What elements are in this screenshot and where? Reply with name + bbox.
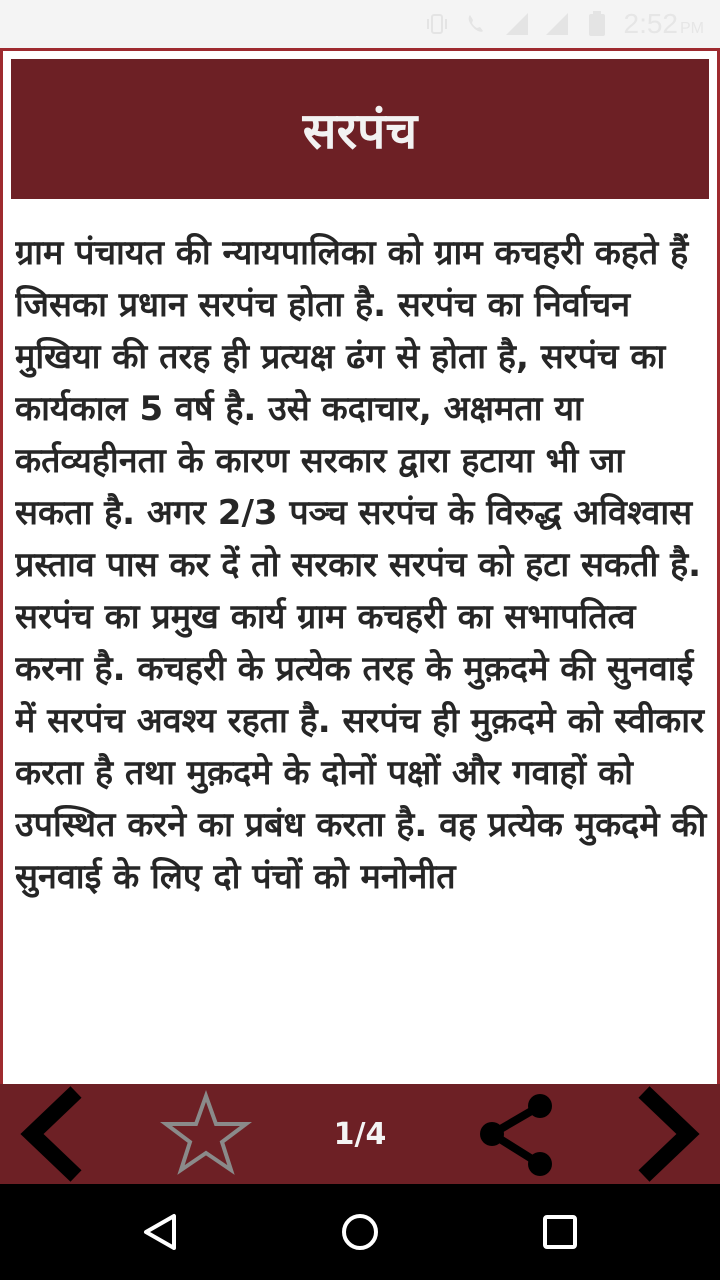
- system-back-button[interactable]: [136, 1208, 184, 1256]
- status-bar: [0, 0, 720, 48]
- vibrate-icon: [424, 11, 450, 37]
- back-triangle-icon: [136, 1208, 184, 1256]
- share-icon: [472, 1090, 562, 1178]
- signal-icon: [544, 11, 570, 37]
- next-button[interactable]: [626, 1084, 716, 1184]
- system-navigation-bar: [0, 1184, 720, 1280]
- star-icon: [160, 1090, 252, 1178]
- battery-icon: [584, 11, 610, 37]
- favorite-button[interactable]: [160, 1090, 252, 1178]
- page-indicator: 1/4: [333, 1116, 387, 1152]
- chevron-right-icon: [636, 1086, 706, 1182]
- recents-square-icon: [536, 1208, 584, 1256]
- share-button[interactable]: [472, 1090, 562, 1178]
- bottom-toolbar: [0, 1084, 720, 1184]
- article-card: [0, 48, 720, 1084]
- chevron-left-icon: [14, 1086, 84, 1182]
- system-home-button[interactable]: [336, 1208, 384, 1256]
- article-title: सरपंच: [302, 102, 418, 160]
- hd-call-icon: [464, 11, 490, 37]
- previous-button[interactable]: [4, 1084, 94, 1184]
- article-content[interactable]: [15, 227, 711, 1082]
- home-circle-icon: [336, 1208, 384, 1256]
- signal-4g-icon: [504, 11, 530, 37]
- system-recents-button[interactable]: [536, 1208, 584, 1256]
- clock: 2:52 PM: [623, 8, 704, 39]
- article-body: ग्राम पंचायत की न्यायपालिका को ग्राम कचहरी कहते हैं जिसका प्रधान सरपंच होता है. सरपंच का निर्वाचन मुखिया की तरह ही प्रत्यक्ष ढंग से होता है, सरपंच का कार्यकाल 5 वर्ष है. उसे कदाचार, अक्षमता या कर्तव्यहीनता के कारण सरकार द्वारा हटाया भी जा सकता है. अगर 2/3 पञ्च सरपंच के विरुद्ध अविश्वास प्रस्ताव पास कर दें तो सरकार सरपंच को हटा सकती है. सरपंच का प्रमुख कार्य ग्राम कचहरी का सभापतित्व करना है. कचहरी के प्रत्येक तरह के मुक़दमे की सुनवाई में सरपंच अवश्य रहता है. सरपंच ही मुक़दमे को स्वीकार करता है तथा मुक़दमे के दोनों पक्षों और गवाहों को उपस्थित करने का प्रबंध करता है. वह प्रत्येक मुकदमे की सुनवाई के लिए दो पंचों को मनोनीत: [15, 233, 707, 897]
- title-bar: [11, 59, 709, 199]
